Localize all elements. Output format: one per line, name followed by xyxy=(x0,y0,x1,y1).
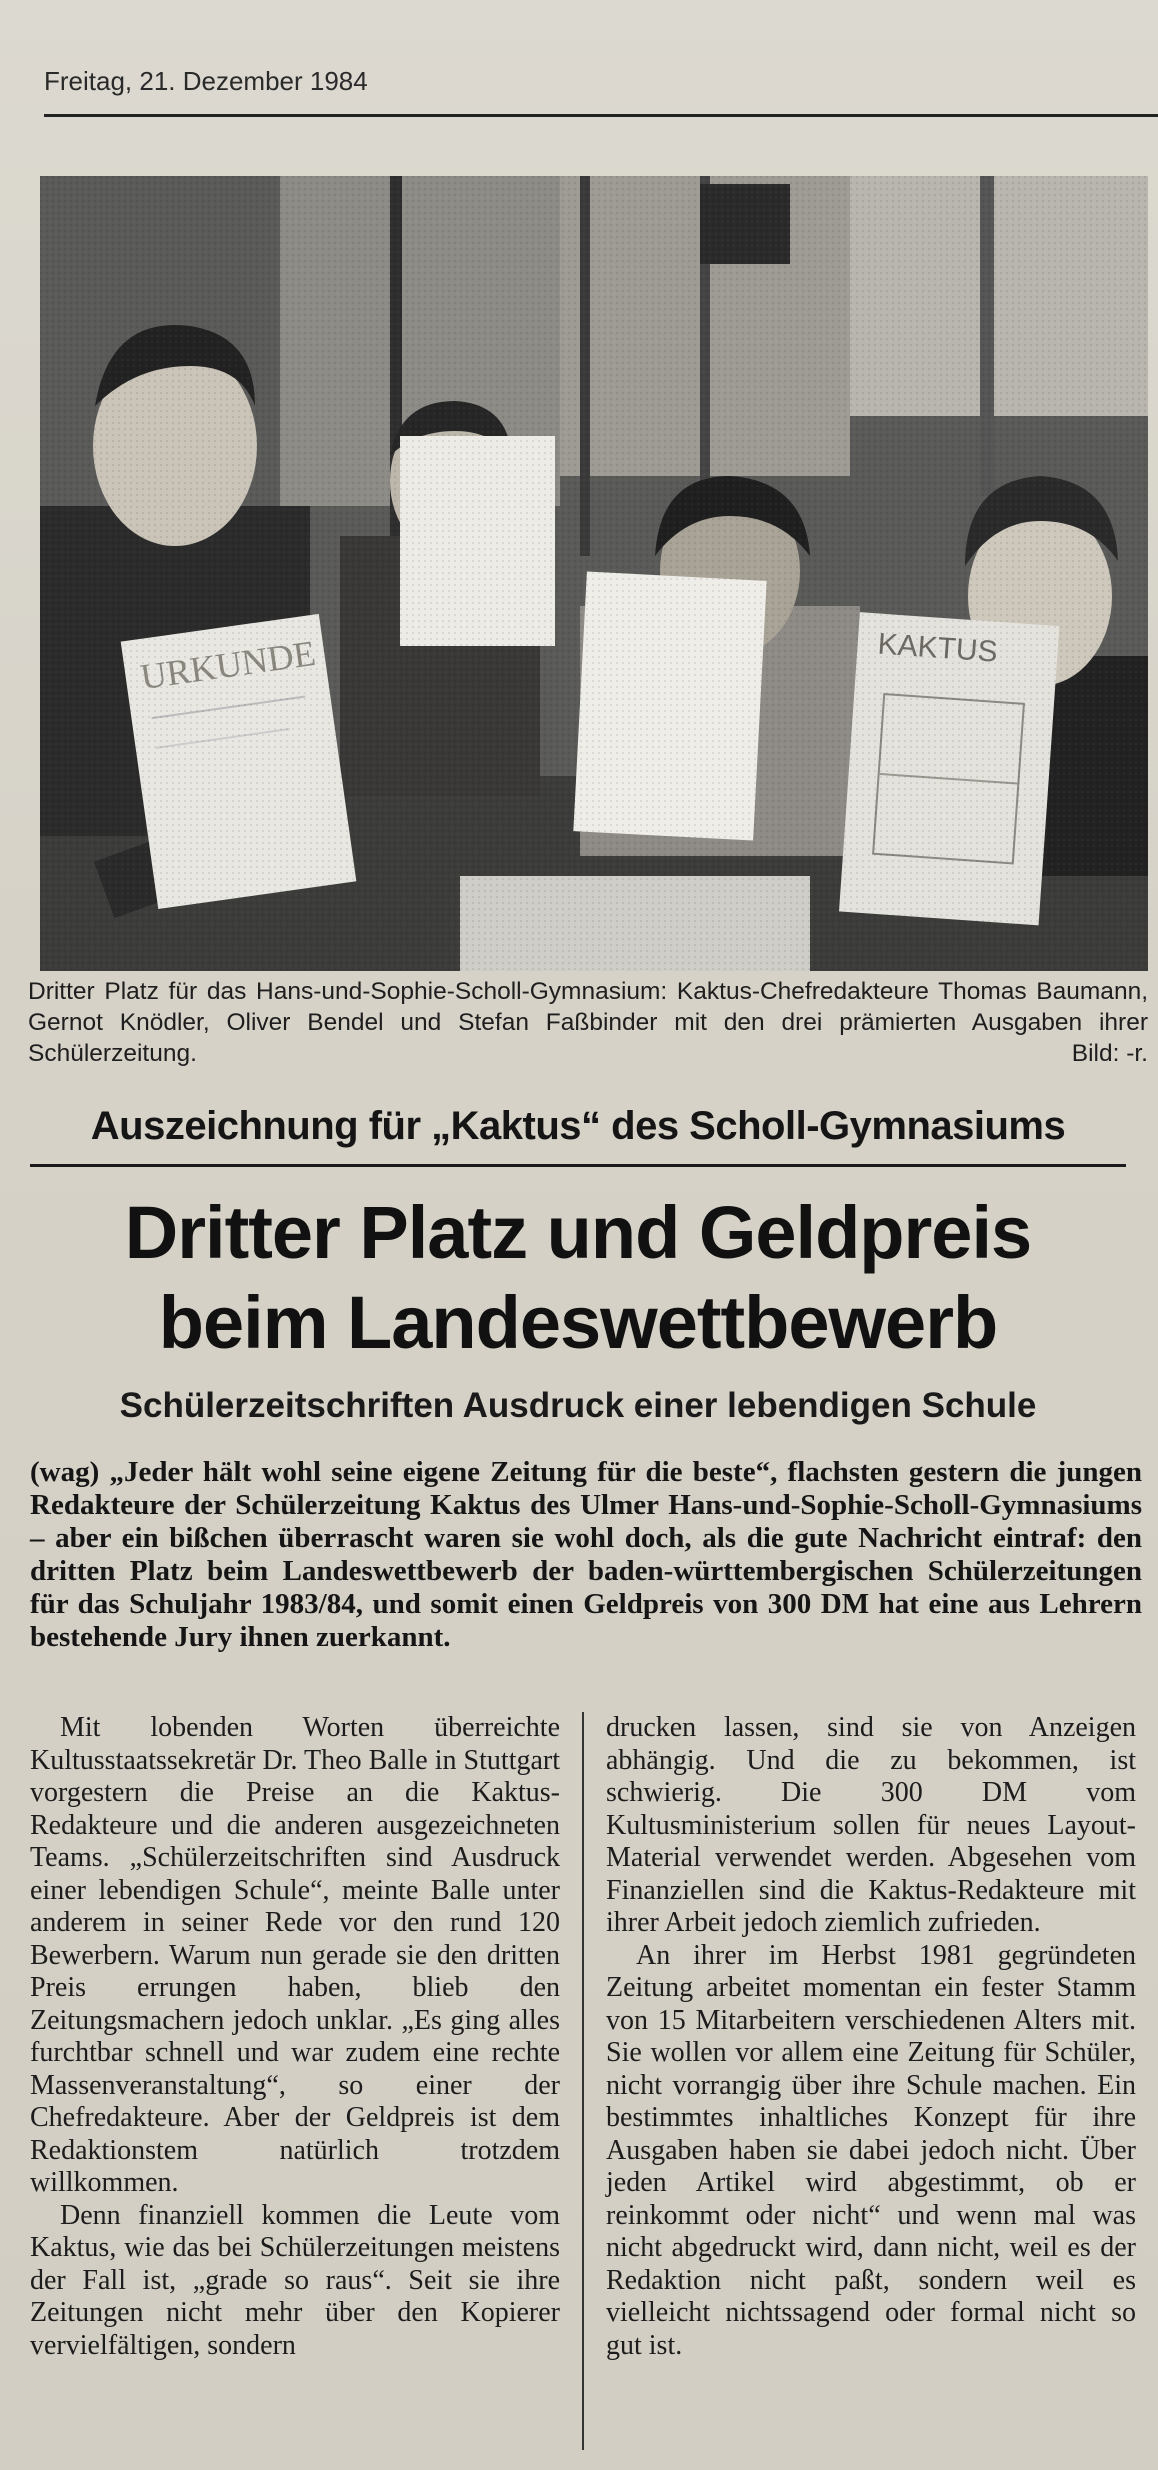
photo-caption xyxy=(28,976,1148,1069)
body-paragraph: An ihrer im Herbst 1981 gegründeten Zeitung arbeitet momentan ein fester Stamm von 15 Mitarbeitern verschiedenen Alters mit. Sie wollen vor allem eine Zeitung für Schüler, nicht vorrangig über ihre Schule machen. Ein bestimmtes inhaltliches Konzept für ihre Ausgaben haben sie dabei jedoch nicht. Über jeden Artikel wird abgestimmt, ob er reinkommt oder nicht“ und wenn mal was nicht abgedruckt wird, dann nicht, weil es der Redaktion nicht paßt, sondern weil es vielleicht nichtssagend oder formal nicht so gut ist. xyxy=(606,1939,1136,2361)
top-rule xyxy=(44,114,1158,117)
column-divider xyxy=(582,1712,584,2450)
body-paragraph: Denn finanziell kommen die Leute vom Kaktus, wie das bei Schülerzeitungen meistens der Fall ist, „grade so raus“. Seit sie ihre Zeitungen nicht mehr über den Kopierer vervielfältigen, sondern xyxy=(30,2199,560,2361)
body-paragraph: drucken lassen, sind sie von Anzeigen abhängig. Und die zu bekommen, ist schwierig. Die 300 DM vom Kultusministerium sollen für neues Layout-Material verwendet werden. Abgesehen vom Finanziellen sind die Kaktus-Redakteure mit ihrer Arbeit jedoch ziemlich zufrieden. xyxy=(606,1712,1136,1938)
subheadline: Schülerzeitschriften Ausdruck einer lebendigen Schule xyxy=(119,1386,1037,1425)
lead-paragraph: (wag) „Jeder hält wohl seine eigene Zeitung für die beste“, flachsten gestern die jungen Redakteure der Schülerzeitung Kaktus des Ulmer Hans-und-Sophie-Scholl-Gymnasiums – aber ein bißchen überrascht waren sie wohl doch, als die gute Nachricht eintraf: den dritten Platz beim Landeswettbewerb der baden-württembergischen Schülerzeitungen für das Schuljahr 1983/84, und somit einen Geldpreis von 300 DM hat eine aus Lehrern bestehende Jury ihnen zuerkannt. xyxy=(30,1456,1142,1653)
body-paragraph: Mit lobenden Worten überreichte Kultusstaatssekretär Dr. Theo Balle in Stuttgart vorgestern die Preise an die Kaktus-Redakteure und die anderen ausgezeichneten Teams. „Schülerzeitschriften sind Ausdruck einer lebendigen Schule“, meinte Balle unter anderem in seiner Rede vor den rund 120 Bewerbern. Warum nun gerade sie den dritten Preis errungen haben, blieb den Zeitungsmachern jedoch unklar. „Es ging alles furchtbar schnell und war zudem eine rechte Massenveranstaltung“, so einer der Chefredakteure. Aber der Geldpreis ist dem Redaktionstem natürlich trotzdem willkommen. xyxy=(30,1712,560,2198)
photo-illustration xyxy=(40,176,1148,971)
photo-credit: Bild: -r. xyxy=(1071,1040,1148,1067)
kicker-headline: Auszeichnung für „Kaktus“ des Scholl-Gymnasiums xyxy=(90,1104,1066,1148)
headline-line-1: Dritter Platz und Geldpreis xyxy=(124,1191,1032,1274)
dateline: Freitag, 21. Dezember 1984 xyxy=(44,66,368,96)
group-photo xyxy=(40,176,1148,971)
kicker-rule xyxy=(30,1164,1126,1167)
main-headline xyxy=(30,1188,1126,1368)
article-column-left xyxy=(30,1712,560,2362)
headline-line-2: beim Landeswettbewerb xyxy=(158,1281,998,1364)
caption-text: Dritter Platz für das Hans-und-Sophie-Scholl-Gymnasium: Kaktus-Chefredakteure Thomas Baumann, Gernot Knödler, Oliver Bendel und Stefan Faßbinder mit den drei prämierten Ausgaben ihrer Schülerzeitung. xyxy=(28,978,1148,1067)
article-column-right xyxy=(606,1712,1136,2362)
